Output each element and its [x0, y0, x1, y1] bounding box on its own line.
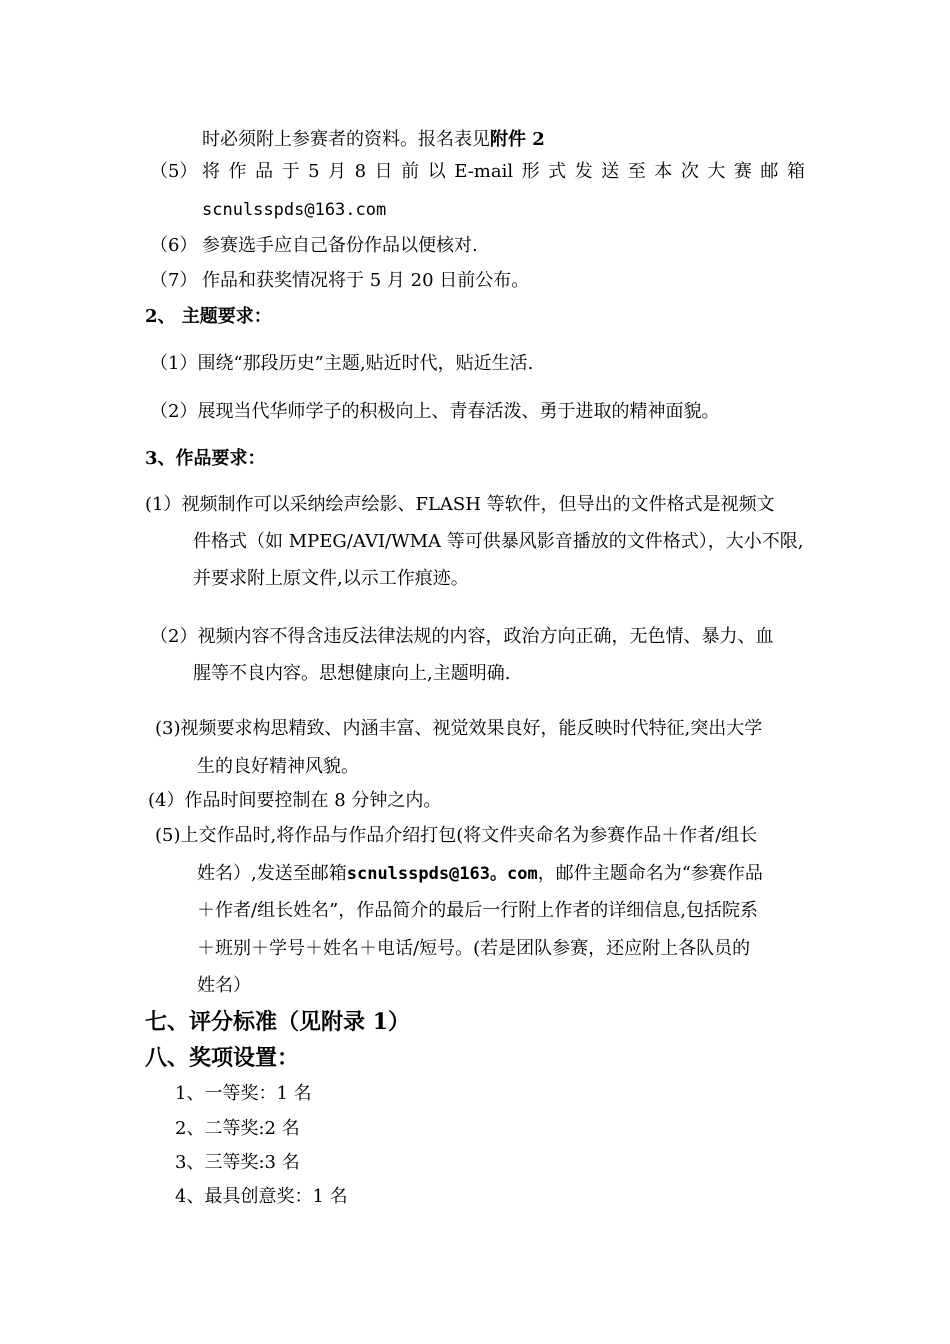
item-5-char: 形	[521, 161, 540, 182]
item-5-text	[202, 160, 805, 184]
award-first-prize: 1、一等奖：1 名	[175, 1083, 312, 1104]
scoring-criteria-heading: 七、评分标准（见附录 1）	[145, 1009, 410, 1035]
theme-point-2: （2）展现当代华师学子的积极向上、青春活泼、勇于进取的精神面貌。	[150, 401, 720, 422]
item-6-text: 参赛选手应自己备份作品以便核对.	[202, 235, 478, 256]
item-5-char: 于	[281, 161, 300, 182]
works-point-5-line-2-end: ，邮件主题命名为“参赛作品	[537, 863, 763, 884]
item-5-char: 发	[574, 161, 593, 182]
works-point-3-line-2: 生的良好精神风貌。	[197, 756, 359, 777]
contest-email: scnulsspds@163.com	[202, 200, 387, 220]
works-point-1-line-2: 件格式（如 MPEG/AVI/WMA 等可供暴风影音播放的文件格式），大小不限,	[193, 531, 804, 552]
item-5-char: 送	[601, 161, 620, 182]
item-5-char: 月	[328, 161, 347, 182]
item-5-char: 本	[654, 161, 673, 182]
item-5-char: 箱	[786, 161, 805, 182]
theme-heading: 2、 主题要求：	[145, 306, 272, 327]
works-heading: 3、作品要求：	[145, 448, 266, 469]
item-5-number: （5）	[150, 161, 198, 182]
item-5-char: 日	[374, 161, 393, 182]
works-point-1-line-3: 并要求附上原文件,以示工作痕迹。	[193, 568, 469, 589]
works-point-5-line-2-start: 姓名）,发送至邮箱	[197, 863, 347, 884]
item-5-char: E-mail	[454, 161, 514, 182]
item-5-char: 品	[255, 161, 274, 182]
item-5-char: 作	[228, 161, 247, 182]
registration-note	[202, 128, 545, 152]
item-5-char: 次	[680, 161, 699, 182]
item-5-char: 赛	[733, 161, 752, 182]
works-point-5-line-2	[197, 862, 763, 886]
item-7-number: （7）	[150, 270, 198, 291]
works-point-4: (4）作品时间要控制在 8 分钟之内。	[148, 790, 442, 811]
award-second-prize: 2、二等奖:2 名	[175, 1118, 300, 1139]
theme-point-1: （1）围绕“那段历史”主题,贴近时代，贴近生活.	[150, 353, 534, 374]
attachment-2-ref: 附件 2	[490, 129, 545, 150]
awards-heading: 八、奖项设置：	[145, 1045, 300, 1071]
works-point-5-line-5: 姓名）	[197, 975, 251, 996]
works-point-3-line-1: (3)视频要求构思精致、内涵丰富、视觉效果良好，能反映时代特征,突出大学	[155, 718, 763, 739]
item-5-char: 将	[202, 161, 220, 182]
item-5-char: 至	[627, 161, 646, 182]
item-5-char: 前	[401, 161, 420, 182]
item-5-char: 大	[707, 161, 726, 182]
item-5-char: 式	[548, 161, 567, 182]
registration-note-text: 时必须附上参赛者的资料。报名表见	[202, 129, 490, 150]
submission-email: scnulsspds@163。com	[346, 864, 538, 884]
award-third-prize: 3、三等奖:3 名	[175, 1152, 300, 1173]
item-6-number: （6）	[150, 235, 198, 256]
item-7-text: 作品和获奖情况将于 5 月 20 日前公布。	[202, 270, 530, 291]
works-point-5-line-1: (5)上交作品时,将作品与作品介绍打包(将文件夹命名为参赛作品＋作者/组长	[155, 825, 758, 846]
item-5-char: 8	[354, 161, 367, 182]
works-point-2-line-1: （2）视频内容不得含违反法律法规的内容，政治方向正确，无色情、暴力、血	[150, 626, 774, 647]
works-point-2-line-2: 腥等不良内容。思想健康向上,主题明确.	[193, 663, 511, 684]
item-5-char: 邮	[760, 161, 779, 182]
award-creativity-prize: 4、最具创意奖：1 名	[175, 1186, 348, 1207]
item-5-char: 以	[427, 161, 446, 182]
works-point-5-line-3: ＋作者/组长姓名”，作品简介的最后一行附上作者的详细信息,包括院系	[197, 900, 758, 921]
item-5-char: 5	[308, 161, 320, 182]
works-point-5-line-4: ＋班别＋学号＋姓名＋电话/短号。(若是团队参赛，还应附上各队员的	[197, 938, 751, 959]
works-point-1-line-1: (1）视频制作可以采纳绘声绘影、FLASH 等软件，但导出的文件格式是视频文	[145, 494, 775, 515]
